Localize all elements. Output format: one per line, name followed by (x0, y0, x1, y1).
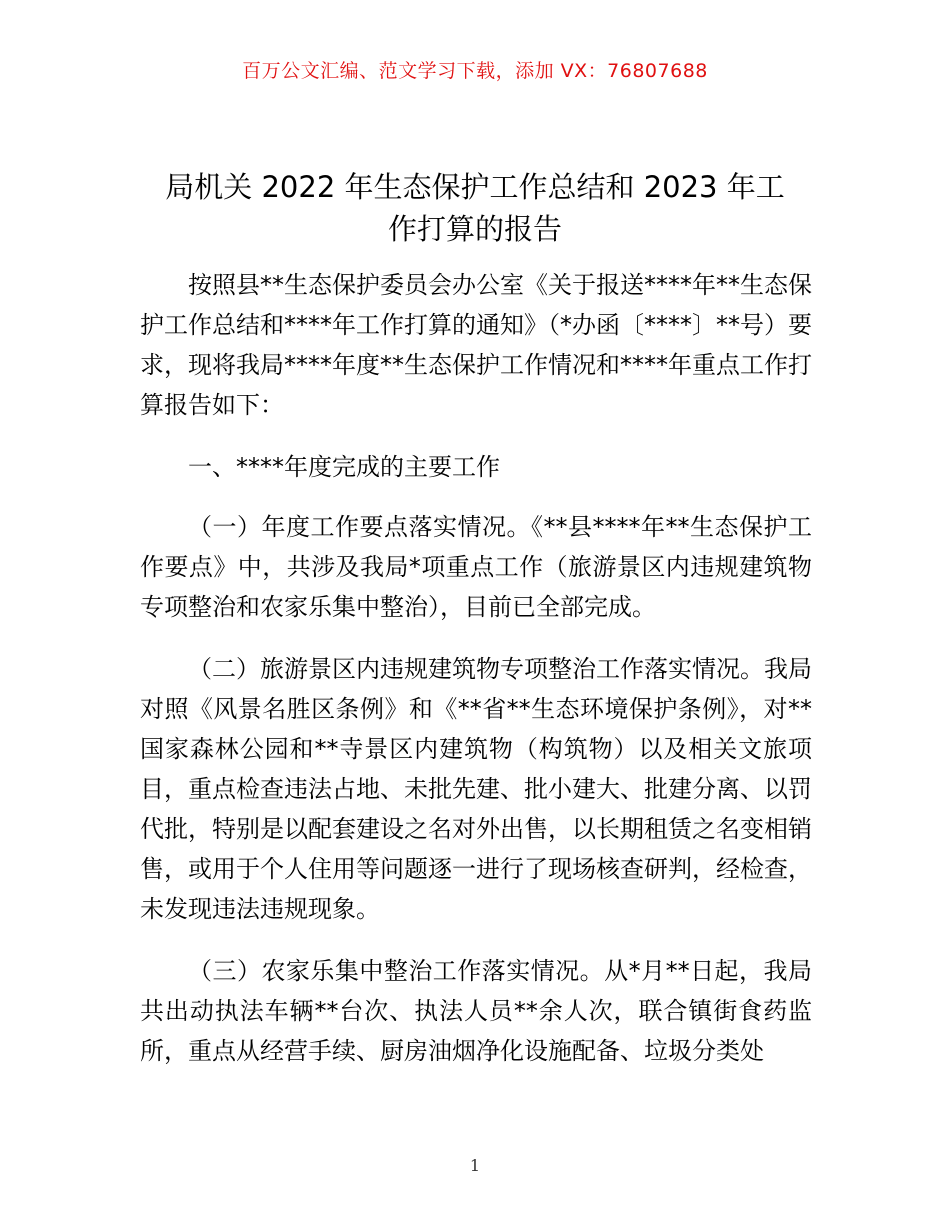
subsection-3-paragraph: （三）农家乐集中整治工作落实情况。从*月**日起，我局共出动执法车辆**台次、执法人员**余人次，联合镇街食药监所，重点从经营手续、厨房油烟净化设施配备、垃圾分类处 (140, 957, 812, 1065)
page-number: 1 (469, 1156, 481, 1175)
subsection-1-paragraph: （一）年度工作要点落实情况。《**县****年**生态保护工作要点》中，共涉及我局*项重点工作（旅游景区内违规建筑物专项整治和农家乐集中整治），目前已全部完成。 (140, 513, 812, 621)
title-line-2: 作打算的报告 (387, 212, 562, 246)
section-heading-1: 一、****年度完成的主要工作 (188, 453, 500, 481)
document-body (140, 265, 812, 1093)
subsection-2-paragraph: （二）旅游景区内违规建筑物专项整治工作落实情况。我局对照《风景名胜区条例》和《**省**生态环境保护条例》，对**国家森林公园和**寺景区内建筑物（构筑物）以及相关文旅项目，重点检查违法占地、未批先建、批小建大、批建分离、以罚代批，特别是以配套建设之名对外出售，以长期租赁之名变相销售，或用于个人住用等问题逐一进行了现场核查研判，经检查，未发现违法违规现象。 (140, 655, 812, 923)
intro-paragraph: 按照县**生态保护委员会办公室《关于报送****年**生态保护工作总结和****年工作打算的通知》（*办函〔****〕**号）要求，现将我局****年度**生态保护工作情况和****年重点工作打算报告如下： (140, 271, 812, 419)
document-title (140, 166, 810, 250)
title-line-1: 局机关 2022 年生态保护工作总结和 2023 年工 (165, 170, 785, 204)
header-download-note: 百万公文汇编、范文学习下载，添加 VX：76807688 (242, 60, 708, 82)
